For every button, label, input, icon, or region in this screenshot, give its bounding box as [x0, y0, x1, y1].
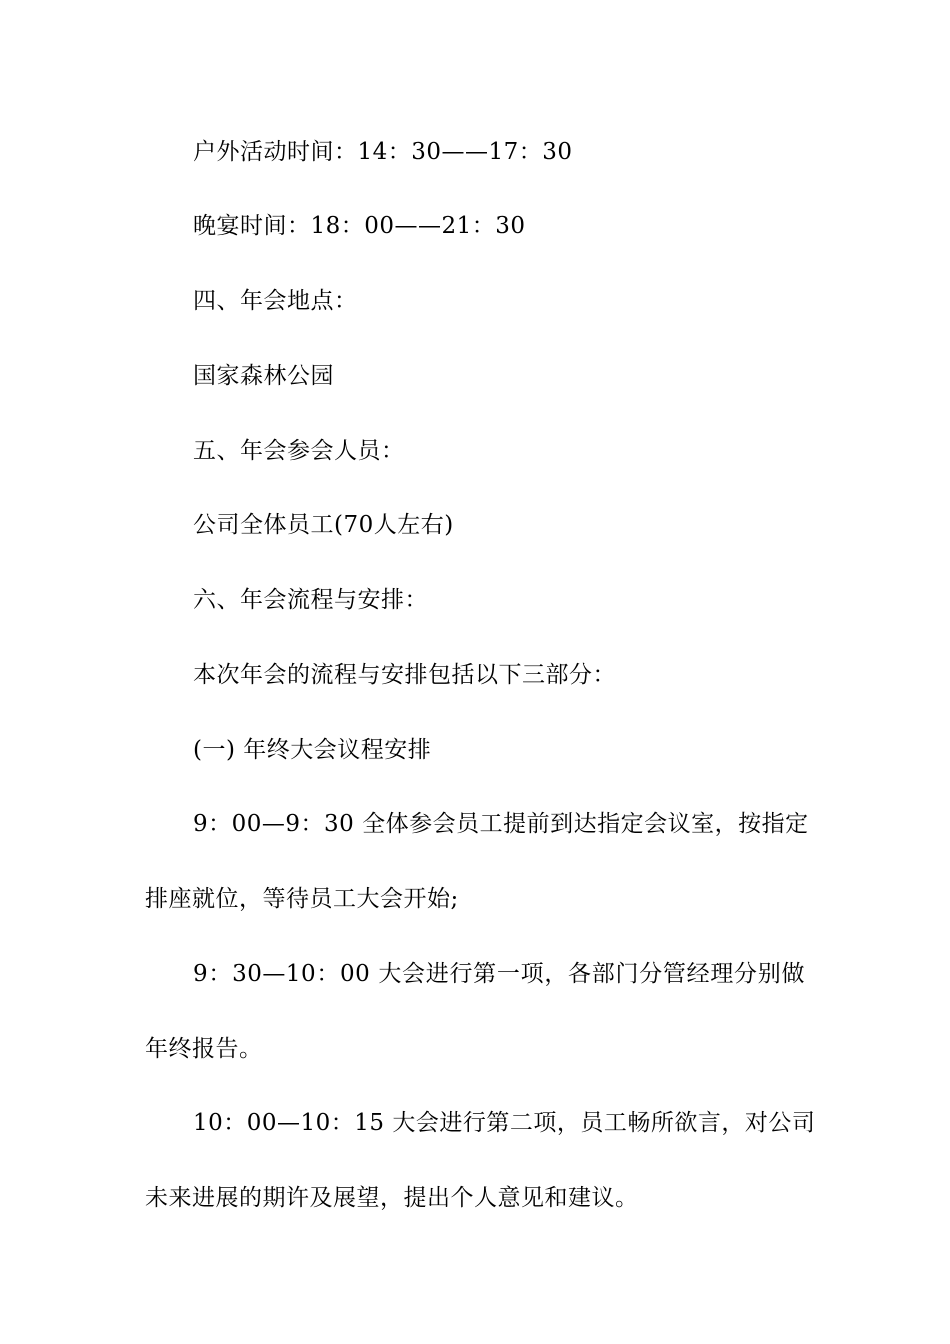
section-heading-attendees: 五、年会参会人员： [193, 438, 405, 464]
agenda-item-1-line-1: 9：00—9：30 全体参会员工提前到达指定会议室，按指定 [193, 811, 809, 837]
section-heading-process: 六、年会流程与安排： [193, 587, 428, 613]
location-text: 国家森林公园 [193, 363, 334, 389]
agenda-item-3-line-1: 10：00—10：15 大会进行第二项，员工畅所欲言，对公司 [193, 1110, 816, 1136]
subsection-heading-agenda: (一) 年终大会议程安排 [193, 737, 432, 763]
agenda-item-2-line-1: 9：30—10：00 大会进行第一项，各部门分管经理分别做 [193, 961, 805, 987]
section-heading-location: 四、年会地点： [193, 288, 358, 314]
outdoor-activity-time: 户外活动时间：14：30——17：30 [193, 139, 573, 165]
dinner-time: 晚宴时间：18：00——21：30 [193, 213, 526, 239]
agenda-item-1-line-2: 排座就位，等待员工大会开始; [145, 886, 459, 912]
process-intro: 本次年会的流程与安排包括以下三部分： [193, 662, 616, 688]
agenda-item-2-line-2: 年终报告。 [145, 1036, 263, 1062]
agenda-item-3-line-2: 未来进展的期许及展望，提出个人意见和建议。 [145, 1185, 639, 1211]
attendees-text: 公司全体员工(70人左右) [193, 512, 454, 538]
